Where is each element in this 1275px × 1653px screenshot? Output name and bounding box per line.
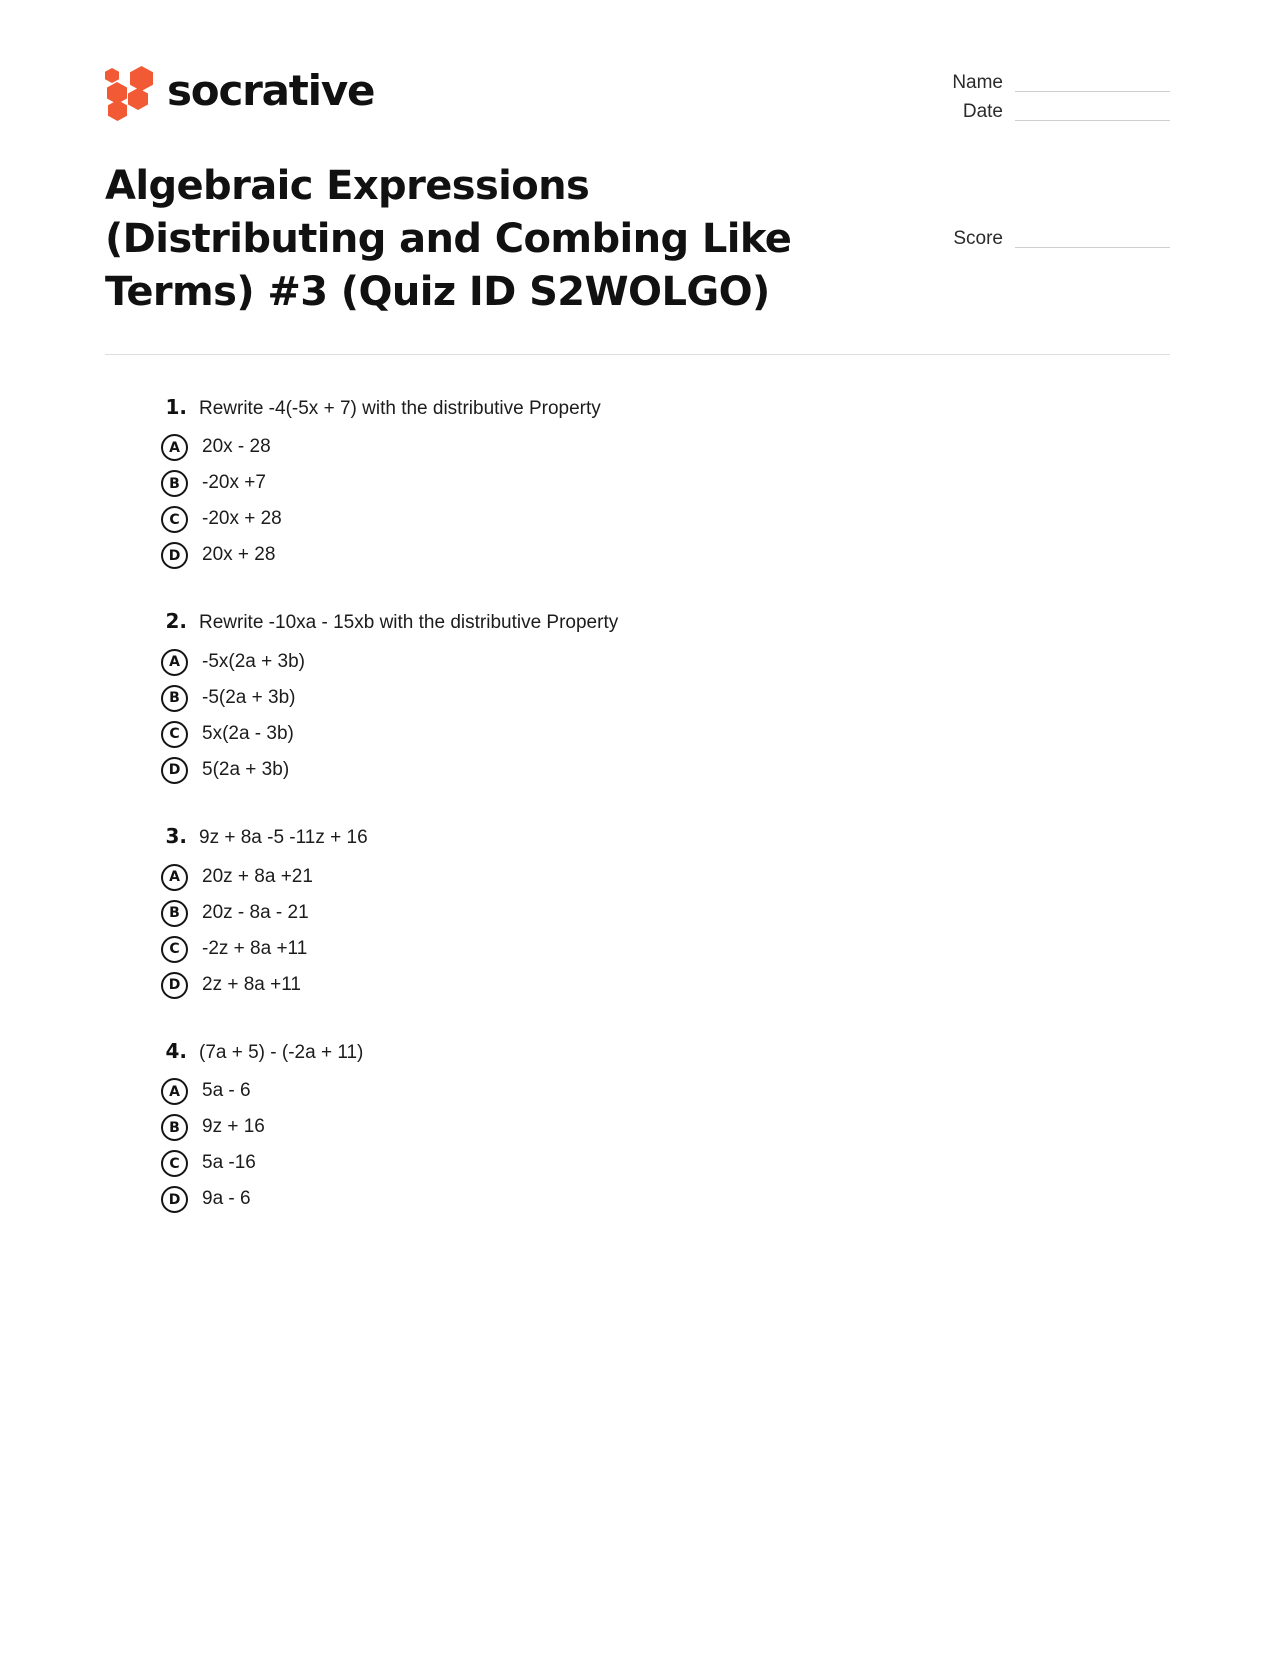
question-item [105, 824, 1170, 999]
question-prompt: 9z + 8a -5 -11z + 16 [199, 826, 368, 848]
answer-choice[interactable] [105, 1114, 1170, 1141]
choice-bubble-b[interactable]: B [161, 1114, 188, 1141]
date-field-blank[interactable] [1015, 101, 1170, 121]
question-number: 3. [165, 823, 187, 848]
choice-text: 20z + 8a +21 [202, 865, 313, 887]
question-header [105, 1039, 1170, 1066]
question-item [105, 609, 1170, 784]
questions-list [0, 355, 1275, 1214]
choice-bubble-b[interactable]: B [161, 685, 188, 712]
title-area [0, 130, 1275, 320]
choice-text: 2z + 8a +11 [202, 973, 301, 995]
choice-bubble-c[interactable]: C [161, 721, 188, 748]
choice-text: 20x - 28 [202, 436, 271, 458]
choice-text: -20x + 28 [202, 508, 282, 530]
choice-bubble-c[interactable]: C [161, 936, 188, 963]
question-header [105, 609, 1170, 636]
choice-bubble-d[interactable]: D [161, 972, 188, 999]
name-field-label: Name [952, 72, 1003, 93]
choice-text: 20z - 8a - 21 [202, 901, 309, 923]
choice-bubble-b[interactable]: B [161, 470, 188, 497]
choice-text: 5x(2a - 3b) [202, 723, 294, 745]
choice-text: 9a - 6 [202, 1188, 251, 1210]
answer-choice[interactable] [105, 972, 1170, 999]
question-item [105, 1039, 1170, 1214]
choice-bubble-d[interactable]: D [161, 757, 188, 784]
choice-text: 9z + 16 [202, 1116, 265, 1138]
answer-choice[interactable] [105, 434, 1170, 461]
choice-text: -5(2a + 3b) [202, 687, 296, 709]
choice-bubble-c[interactable]: C [161, 506, 188, 533]
page-header [0, 0, 1275, 130]
hexagon-shape [130, 66, 153, 91]
score-field-label: Score [953, 228, 1003, 249]
answer-choice[interactable] [105, 542, 1170, 569]
date-field-row [925, 101, 1170, 121]
brand-logo [105, 62, 374, 122]
question-prompt: Rewrite -4(-5x + 7) with the distributive Property [199, 397, 601, 419]
answer-choice[interactable] [105, 864, 1170, 891]
answer-choice[interactable] [105, 936, 1170, 963]
answer-choice[interactable] [105, 1078, 1170, 1105]
date-field-label: Date [962, 101, 1003, 122]
choice-text: -5x(2a + 3b) [202, 651, 305, 673]
choice-bubble-b[interactable]: B [161, 900, 188, 927]
choice-text: 20x + 28 [202, 544, 276, 566]
socrative-hexagon-logo-icon [105, 66, 153, 118]
choice-bubble-a[interactable]: A [161, 1078, 188, 1105]
choice-bubble-a[interactable]: A [161, 649, 188, 676]
answer-choice[interactable] [105, 1186, 1170, 1213]
choice-bubble-d[interactable]: D [161, 1186, 188, 1213]
score-field-blank[interactable] [1015, 228, 1170, 248]
question-prompt: (7a + 5) - (-2a + 11) [199, 1041, 364, 1063]
question-header [105, 395, 1170, 422]
answer-choice[interactable] [105, 757, 1170, 784]
choice-text: 5(2a + 3b) [202, 759, 290, 781]
question-number: 1. [165, 394, 187, 419]
answer-choice[interactable] [105, 721, 1170, 748]
score-field-row [925, 160, 1170, 248]
answer-choice[interactable] [105, 900, 1170, 927]
answer-choice[interactable] [105, 470, 1170, 497]
question-prompt: Rewrite -10xa - 15xb with the distributive Property [199, 612, 619, 634]
choice-bubble-a[interactable]: A [161, 434, 188, 461]
page-title: Algebraic Expressions (Distributing and Combing Like Terms) #3 (Quiz ID S2WOLGO) [105, 163, 792, 316]
hexagon-shape [105, 68, 119, 83]
question-header [105, 824, 1170, 851]
name-field-row [925, 72, 1170, 92]
question-number: 4. [165, 1038, 187, 1063]
choice-bubble-a[interactable]: A [161, 864, 188, 891]
answer-choice[interactable] [105, 1150, 1170, 1177]
answer-choice[interactable] [105, 506, 1170, 533]
question-item [105, 395, 1170, 570]
question-number: 2. [165, 609, 187, 634]
choice-bubble-c[interactable]: C [161, 1150, 188, 1177]
brand-name: socrative [167, 66, 375, 115]
choice-text: -20x +7 [202, 472, 266, 494]
student-meta-fields [925, 62, 1170, 130]
choice-bubble-d[interactable]: D [161, 542, 188, 569]
choice-text: 5a -16 [202, 1152, 256, 1174]
answer-choice[interactable] [105, 649, 1170, 676]
hexagon-shape [128, 88, 148, 110]
answer-choice[interactable] [105, 685, 1170, 712]
choice-text: -2z + 8a +11 [202, 937, 308, 959]
hexagon-shape [108, 100, 127, 121]
name-field-blank[interactable] [1015, 72, 1170, 92]
choice-text: 5a - 6 [202, 1080, 251, 1102]
